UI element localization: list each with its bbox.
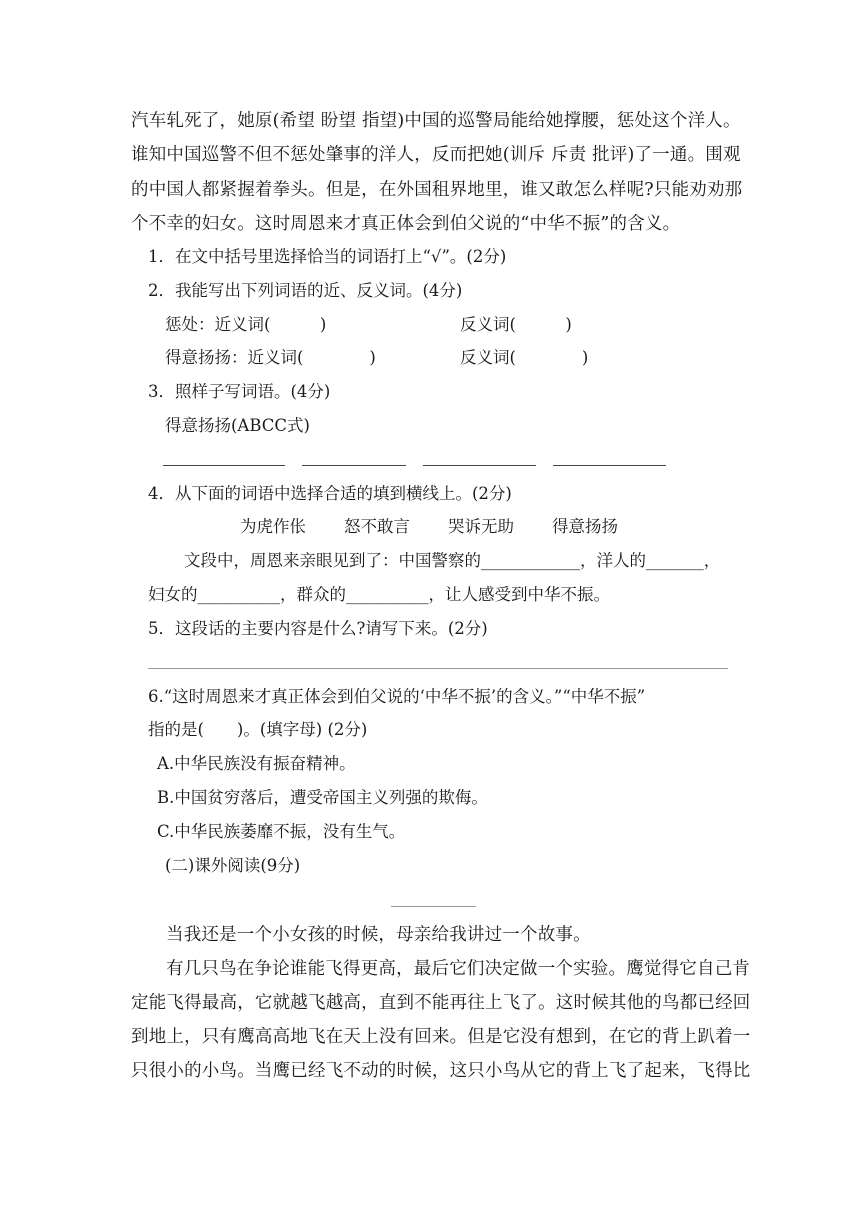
word-choice: 怒不敢言 bbox=[344, 517, 410, 536]
q2-synonym-1: 惩处：近义词( ) bbox=[165, 315, 327, 334]
q2-antonym-2: 反义词( ) bbox=[460, 348, 589, 367]
section-heading: (二)课外阅读(9分) bbox=[165, 856, 301, 875]
passage-line: 的中国人都紧握着拳头。但是，在外国租界地里，谁又敢怎么样呢?只能劝劝那 bbox=[131, 180, 743, 200]
q3-example: 得意扬扬(ABCC式) bbox=[165, 416, 310, 435]
answer-line[interactable] bbox=[423, 465, 536, 466]
question-6-line-2: 指的是( )。(填字母) (2分) bbox=[148, 720, 368, 739]
option-b: B.中国贫穷落后，遭受帝国主义列强的欺侮。 bbox=[157, 788, 488, 807]
word-choice: 得意扬扬 bbox=[552, 517, 618, 536]
question-5-title: 5．这段话的主要内容是什么?请写下来。(2分) bbox=[148, 619, 488, 638]
question-3-title: 3．照样子写词语。(4分) bbox=[148, 382, 331, 401]
word-choice: 为虎作伥 bbox=[240, 517, 306, 536]
question-6-line-1: 6.“这时周恩来才真正体会到伯父说的‘中华不振’的含义。”“中华不振” bbox=[148, 687, 646, 706]
question-2-title: 2．我能写出下列词语的近、反义词。(4分) bbox=[148, 281, 463, 300]
q4-fill-line-1: 文段中，周恩来亲眼见到了：中国警察的____________，洋人的_______， bbox=[184, 551, 721, 570]
q4-fill-line-2: 妇女的__________，群众的__________，让人感受到中华不振。 bbox=[148, 585, 610, 604]
passage-line: 到地上，只有鹰高高地飞在天上没有回来。但是它没有想到，在它的背上趴着一 bbox=[131, 1027, 751, 1047]
answer-line[interactable] bbox=[302, 465, 406, 466]
passage-line: 有几只鸟在争论谁能飞得更高，最后它们决定做一个实验。鹰觉得它自己肯 bbox=[166, 959, 751, 979]
option-a: A.中华民族没有振奋精神。 bbox=[157, 754, 356, 773]
question-4-title: 4．从下面的词语中选择合适的填到横线上。(2分) bbox=[148, 484, 512, 503]
passage-line: 谁知中国巡警不但不惩处肇事的洋人，反而把她(训斥 斥责 批评)了一通。围观 bbox=[131, 145, 741, 165]
passage-line: 只很小的小鸟。当鹰已经飞不动的时候，这只小鸟从它的背上飞了起来，飞得比 bbox=[131, 1061, 751, 1081]
passage-line: 定能飞得最高，它就越飞越高，直到不能再往上飞了。这时候其他的鸟都已经回 bbox=[131, 993, 751, 1013]
answer-line[interactable] bbox=[553, 465, 666, 466]
answer-line[interactable] bbox=[163, 465, 285, 466]
passage-line: 个不幸的妇女。这时周恩来才真正体会到伯父说的“中华不振”的含义。 bbox=[131, 214, 681, 234]
question-1: 1．在文中括号里选择恰当的词语打上“√”。(2分) bbox=[148, 247, 507, 266]
passage-line: 当我还是一个小女孩的时候，母亲给我讲过一个故事。 bbox=[166, 925, 591, 945]
option-c: C.中华民族萎靡不振，没有生气。 bbox=[157, 822, 406, 841]
title-blank[interactable] bbox=[391, 906, 476, 907]
q2-antonym-1: 反义词( ) bbox=[460, 315, 572, 334]
answer-line[interactable] bbox=[148, 668, 728, 669]
word-choice: 哭诉无助 bbox=[448, 517, 514, 536]
q2-synonym-2: 得意扬扬：近义词( ) bbox=[165, 348, 376, 367]
passage-line: 汽车轧死了，她原(希望 盼望 指望)中国的巡警局能给她撑腰，惩处这个洋人。 bbox=[131, 111, 741, 131]
